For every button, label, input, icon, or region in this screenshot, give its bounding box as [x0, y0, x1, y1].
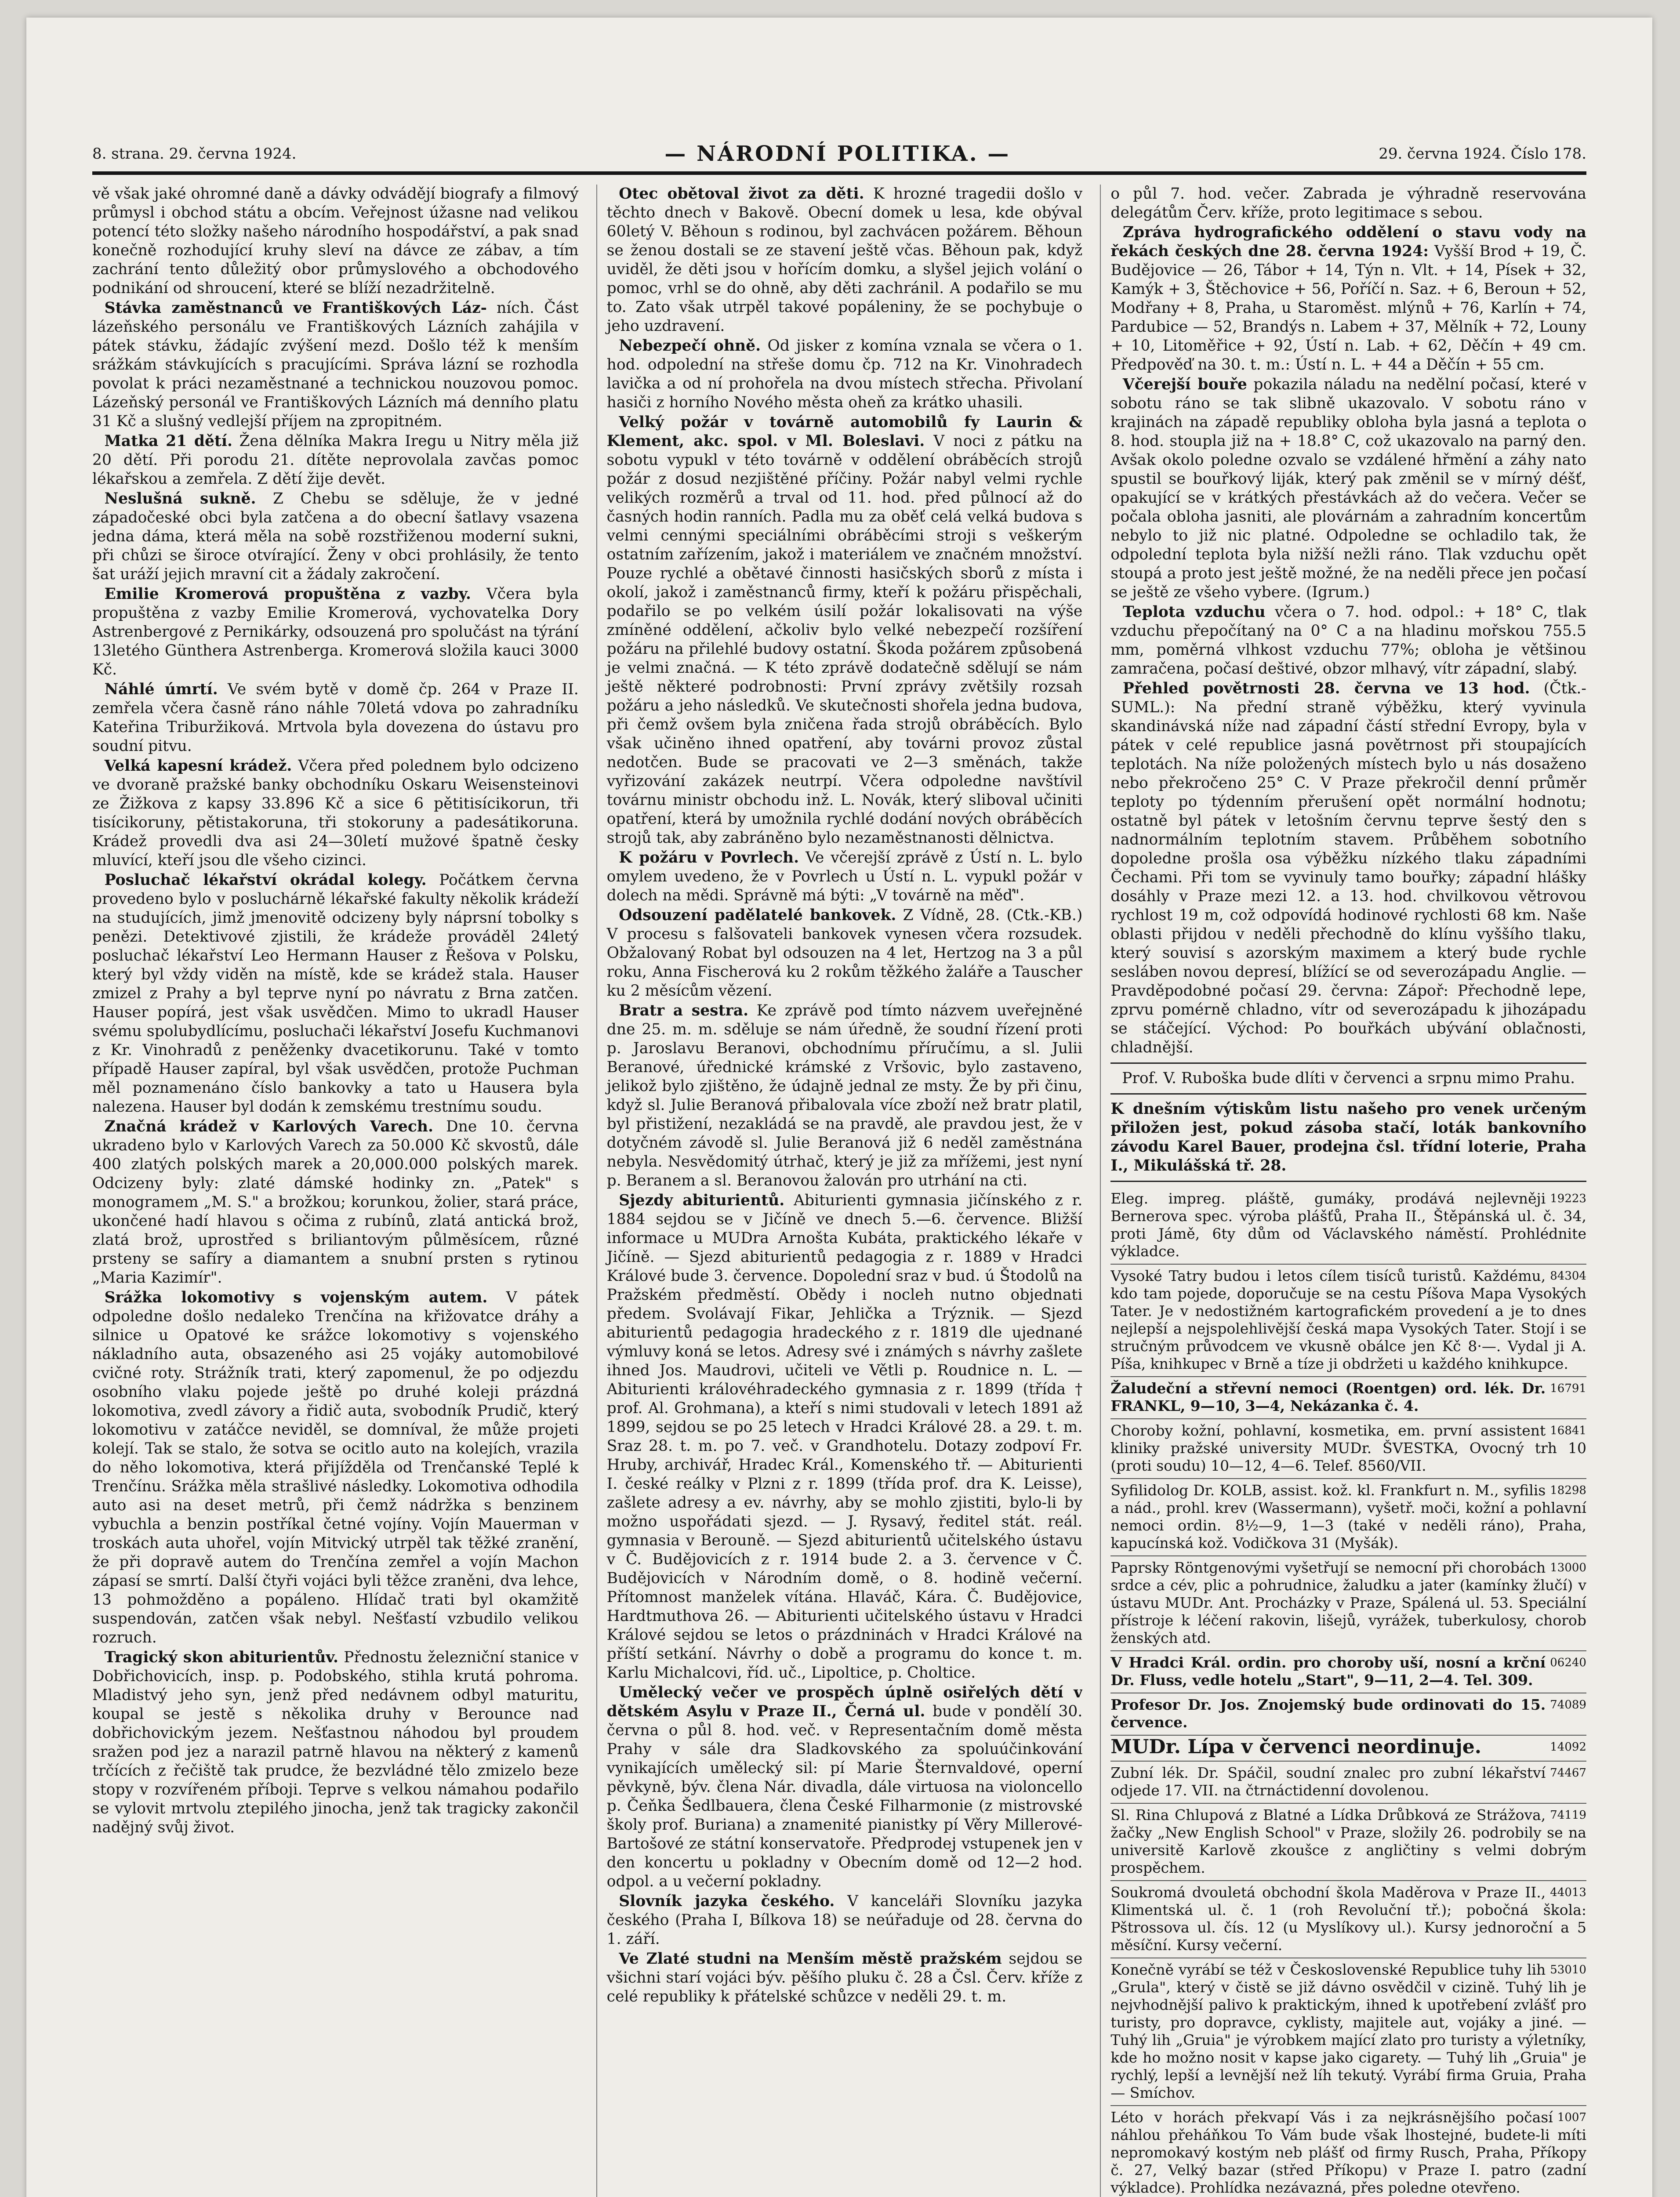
advertisement: [1110, 1479, 1586, 1556]
article-text: Ve včerejší zprávě z Ústí n. L. bylo omylem uvedeno, že v Povrlech u Ústí n. L. vypukl požár v dolech na mědi. Správně má býti: „V továrně na měď".: [606, 849, 1083, 904]
article-paragraph: [92, 585, 579, 679]
advertisement: [1110, 1651, 1586, 1693]
article-paragraph: [607, 1191, 1083, 1682]
ad-text: V Hradci Král. ordin. pro choroby uší, nosní a krční Dr. Fluss, vedle hotelu „Start", 9—11, 2—4. Tel. 309.: [1110, 1654, 1546, 1689]
ad-text: Léto v horách překvapí Vás i za nejkrásnějšího počasí náhlou přeháňkou To Vám bude však lhostejné, budete-li míti nepromokavý kostým neb plášť od firmy Rusch, Praha, Příkopy č. 27, Velký bazar (střed Příkopu) v Praze I. patro (zadní výkladce). Prohlídka nezávazná, přes poledne otevřeno.: [1110, 2109, 1586, 2196]
ad-number: 16791: [1550, 1382, 1586, 1395]
section-divider: [1110, 1093, 1586, 1095]
article-text: ních. Část lázeňského personálu ve Františkových Lázních zahájila v pátek stávku, žádajíc zvýšení mezd. Došlo též k menším srážkám stávkujících s pracujícími. Správa lázní se rozhodla povolat k práci nezaměstnané a technickou nouzovou pomoc. Lázeňský personál ve Františkových Lázních má denního platu 31 Kč a slušný vedlejší příjem na zpropitném.: [92, 299, 579, 430]
article-paragraph: [1110, 223, 1586, 374]
article-text: Od jisker z komína vznala se včera o 1. hod. odpolední na střeše domu čp. 712 na Kr. Vinohradech lavička a od ní prohořela na dvou místech střecha. Přivolaní hasiči z horního Nového města oheň za krátko uhasili.: [606, 337, 1083, 411]
article-paragraph: [92, 1117, 579, 1287]
article-headline: Značná krádež v Karlových Varech.: [104, 1118, 433, 1135]
newspaper-page: [26, 18, 1652, 2197]
article-headline: Posluchač lékařství okrádal kolegy.: [104, 871, 427, 889]
advertisement: [1110, 1265, 1586, 1377]
ad-text: Profesor Dr. Jos. Znojemský bude ordinovati do 15. července.: [1110, 1696, 1546, 1731]
ad-text: Syfilidolog Dr. KOLB, assist. kož. kl. Frankfurt n. M., syfilis a nád., prohl. krev (Wassermann), vyšetř. moči, kožní a pohlavní nemoci ordin. 8½—9, 1—3 (také v neděli ráno), Praha, kapucínská kož. Vodičkova 31 (Myšák).: [1110, 1482, 1586, 1552]
ad-number: 19223: [1550, 1192, 1586, 1205]
article-headline: Matka 21 dětí.: [104, 432, 232, 450]
article-paragraph: [92, 757, 579, 870]
ad-text: Žaludeční a střevní nemoci (Roentgen) ord. lék. Dr. FRANKL, 9—10, 3—4, Nekázanka č. 4.: [1110, 1380, 1546, 1414]
article-text: Přednostu železniční stanice v Dobřichovicích, insp. p. Podobského, stihla krutá pohroma. Mladistvý jeho syn, jenž před nedávnem odbyl maturitu, koupal se jestě s několika druhy v Berounce nad dobřichovickým jezem. Nešťastnou náhodou byl proudem sražen pod jez a narazil patrně hlavou na některý z kamenů trčících z řečiště tak prudce, že bezvládné tělo zmizelo beze stopy v rozvířeném příboji. Teprve s velkou námahou podařilo se vylovit mrtvolu ztepilého jinocha, jenž tak tragicky zakončil nadějný svůj život.: [92, 1649, 579, 1836]
ad-number: 74119: [1550, 1809, 1586, 1822]
article-headline: K požáru v Povrlech.: [619, 849, 799, 866]
article-paragraph: [92, 871, 579, 1117]
ad-text: Paprsky Röntgenovými vyšetřují se nemocní při chorobách srdce a cév, plic a pohrudnice, žaludku a jater (kamínky žlučí) v ústavu MUDr. Ant. Procházky v Praze, Spálená ul. 53. Speciální přístroje k léčení rakovin, lišejů, vyrážek, tuberkulosy, chorob ženských atd.: [1110, 1559, 1586, 1646]
article-paragraph: [607, 337, 1083, 412]
article-headline: Nebezpečí ohně.: [619, 337, 761, 355]
article-text: Žena dělníka Makra Iregu u Nitry měla již 20 dětí. Při porodu 21. dítěte neprovolala zavčas pomoc lékařskou a zemřela. Z dětí žije devět.: [92, 432, 579, 488]
article-headline: Otec obětoval život za děti.: [619, 185, 864, 203]
article-paragraph: [607, 848, 1083, 905]
ad-text: MUDr. Lípa v červenci neordinuje.: [1110, 1736, 1482, 1758]
advertisement: [1110, 1736, 1586, 1762]
advertisement: [1110, 1804, 1586, 1881]
article-headline: Sjezdy abiturientů.: [619, 1192, 785, 1209]
advertisement: [1110, 1377, 1586, 1419]
article-paragraph: [607, 185, 1083, 336]
article-text: Dne 10. června ukradeno bylo v Karlových Varech za 50.000 Kč skvostů, dále 400 zlatých polských marek a 20,000.000 polských marek. Odcizeny byly: zlaté dámské hodinky zn. „Patek" s monogramem „M. S." a brožkou; korunkou, žolier, stará práce, ukončené hadí hlavou s očima z rubínů, zlatá antická brož, zlatá brož, uprostřed s briliantovým půlměsícem, různé prsteny se safíry a diamantem a snubní prsten s rytinou „Maria Kazimír".: [92, 1118, 579, 1287]
article-paragraph: [607, 1950, 1083, 2006]
article-paragraph: [92, 489, 579, 584]
ad-number: 74089: [1550, 1698, 1586, 1711]
article-paragraph: [1110, 603, 1586, 678]
advertisement: [1110, 1556, 1586, 1651]
article-headline: Slovník jazyka českého.: [619, 1892, 835, 1910]
article-paragraph: [607, 1683, 1083, 1891]
ad-text: Choroby kožní, pohlavní, kosmetika, em. první assistent kliniky pražské university MUDr. ŠVESTKA, Ovocný trh 10 (proti soudu) 10—12, 4—6. Telef. 8560/VII.: [1110, 1422, 1586, 1474]
article-text: V kanceláři Slovníku jazyka českého (Praha I, Bílkova 18) se neúřaduje od 28. června do 1. září.: [606, 1892, 1083, 1948]
article-headline: Neslušná sukně.: [104, 490, 256, 508]
article-text: Vyšší Brod + 19, Č. Budějovice — 26, Tábor + 14, Týn n. Vlt. + 14, Písek + 32, Kamýk + 3, Štěchovice + 56, Poříčí n. Saz. + 6, Beroun + 52, Modřany + 8, Praha, u Staroměst. mlýnů + 76, Karlín + 74, Pardubice — 52, Brandýs n. Labem + 37, Mělník + 72, Louny + 10, Litoměřice + 92, Ústí n. Lab. + 62, Děčín + 49 cm. Předpověď na 30. t. m.: Ústí n. L. + 44 a Děčín + 55 cm.: [1110, 243, 1586, 373]
article-headline: Teplota vzduchu: [1122, 603, 1266, 621]
article-headline: Zpráva hydrografického oddělení o stavu vody na řekách českých dne 28. června 1924:: [1110, 224, 1586, 260]
running-header: [92, 136, 1586, 175]
header-issue-number: 29. června 1924. Číslo 178.: [1379, 145, 1586, 163]
ad-text: Vysoké Tatry budou i letos cílem tisíců turistů. Každému, kdo tam pojede, doporučuje se na cestu Píšova Mapa Vysokých Tater. Je v nedostižném kartografickém provedení a je to dnes nejlepší a nejspolehlivější česká mapa Vysokých Tater. Stojí i se stručným průvodcem ve vkusně obálce jen Kč 8·—. Vydal ji A. Píša, knihkupec v Brně a tíze ji obdržeti u každého knihkupce.: [1110, 1267, 1586, 1372]
article-text: včera o 7. hod. odpol.: + 18° C, tlak vzduchu přepočítaný na 0° C a na hladinu mořskou 755.5 mm, poměrná vlhkost vzduchu 77%; obloha je většinou zamračena, počasí deštivé, obzor mlhavý, vítr západní, slabý.: [1110, 603, 1586, 678]
advertisement: [1110, 2106, 1586, 2197]
article-text: V noci z pátku na sobotu vypukl v této továrně v oddělení obráběcích strojů požár z dosud nezjištěné příčiny. Požár nabyl velmi rychle velikých rozměrů a trval od 11. hod. před půlnocí až do časných hodin ranních. Padla mu za oběť celá velká budova s velmi cennými speciálními obráběcími stroji s veškerým ostatním zařízením, jakož i materiálem ve značném množství. Pouze rychlé a obětavé činnosti hasičských sborů z místa i okolí, jakož i zaměstnanců firmy, kteří k požáru přispěchali, podařilo se po velkém úsilí požár lokalisovati na výše zmíněné oddělení, ačkoliv bylo velké nebezpečí rozšíření požáru na přilehlé budovy ostatní. Škoda požárem způsobená je velmi značná. — K této zprávě dodatečně sdělují se nám ještě některé podrobnosti: První zprávy zvětšily rozsah požáru a jeho následků. Ve skutečnosti shořela jedna budova, při čemž ovšem byla zničena řada strojů obráběcích. Bylo však učiněno ihned opatření, aby továrni provoz zůstal nedotčen. Bude se pracovati ve 2—3 směnách, takže vyřizování zakázek neutrpí. Včera odpoledne navštívil továrnu ministr obchodu inž. L. Novák, který sliboval učiniti opatření, která by umožnila rychlé dodání nových obráběcích strojů tak, aby zabráněno bylo nezaměstnanosti dělnictva.: [606, 432, 1083, 847]
article-text: pokazila náladu na nedělní počasí, které v sobotu ráno se tak slibně ukazovalo. V sobotu ráno v krajinách na západě republiky obloha byla jasná a teplota o 8. hod. stoupla již na + 18.8° C, což ukazovalo na parný den. Avšak okolo poledne ozvalo se vzdálené hřmění a záhy nato spustil se bouřkový liják, který pak změnil se v mírný déšť, opakující se v krátkých přestávkách až do večera. Večer se počala obloha jasniti, ale plovárnám a zahradním koncertům nebylo to již nic platné. Odpoledne se ochladilo tak, že odpolední teplota byla nižší nežli ráno. Tlak vzduchu opět stoupá a proto jest ještě možné, že na neděli přece jen počasí se ještě ze všeho vybere. (Igrum.): [1110, 376, 1586, 601]
article-text: Ve svém bytě v domě čp. 264 v Praze II. zemřela včera časně ráno náhle 70letá vdova po zahradníku Kateřina Triburžiková. Mrtvola byla dovezena do ústavu pro soudní pitvu.: [92, 681, 579, 755]
article-text: Z Vídně, 28. (Ctk.-KB.) V procesu s falšovateli bankovek vynesen včera rozsudek. Obžalovaný Robat byl odsouzen na 4 let, Hertzog na 3 a půl roku, Anna Fischerová ku 2 rokům těžkého žaláře a Tauscher ku 2 měsícům vězení.: [606, 906, 1083, 1000]
article-text: o půl 7. hod. večer. Zabrada je výhradně reservována delegátům Červ. kříže, proto legitimace s sebou.: [1110, 185, 1586, 221]
advertisement: [1110, 1693, 1586, 1736]
article-paragraph: [607, 1892, 1083, 1949]
article-headline: Velký požár v továrně automobilů fy Laurin & Klement, akc. spol. v Ml. Boleslavi.: [606, 413, 1083, 450]
article-text: Včera před polednem bylo odcizeno ve dvoraně pražské banky obchodníku Oskaru Weisensteinovi ze Žižkova z kapsy 33.896 Kč a sice 6 pětitisícikorun, tři tisícikoruny, pětistakoruna, tři stokoruny a padesátikoruna. Krádež provedli dva asi 24—30letí mužové špatně česky mluvící, kteří jsou dle všeho cizinci.: [92, 757, 579, 869]
article-text: V pátek odpoledne došlo nedaleko Trenčína na křižovatce dráhy a silnice u Opatové ke srážce lokomotivy s vojenského nákladního auta, obsazeného asi 25 vojáky automobilové cvičné roty. Strážník trati, který zapomenul, že po odjezdu osobního vlaku pojede ještě po druhé koleji prázdná lokomotiva, zvedl závory a řidič auta, svobodník Prudič, který lokomotivu v zatáčce neviděl, se domníval, že může projeti kolejí. Tak se stalo, že sotva se ocitlo auto na kolejích, vrazila do něho lokomotiva, která přijížděla od Trenčanské Teplé k Trenčínu. Srážka měla strašlivé následky. Lokomotiva odhodila auto asi na deset metrů, při čemž nádržka s benzinem vybuchla a benzin postříkal četné vojíny. Vojín Mauerman v troskách auta uhořel, vojín Mitvický utrpěl tak těžké zranění, že při dopravě autem do Trenčína zemřel a vojín Machon zápasí se smrtí. Další čtyři vojáci byli těžce zraněni, dva lehce, 13 pohmožděno a popáleno. Hlídač trati byl okamžitě suspendován, zatčen však nebyl. Nešťastí vzbudilo velikou rozruch.: [92, 1289, 579, 1646]
header-page-date: 8. strana. 29. června 1924.: [92, 145, 297, 163]
article-paragraph: [92, 680, 579, 756]
article-headline: Včerejší bouře: [1122, 376, 1247, 393]
article-headline: Přehled povětrnosti 28. června ve 13 hod.: [1122, 680, 1530, 697]
article-text: Včera byla propuštěna z vazby Emilie Kromerová, vychovatelka Dory Astrenbergové z Pernikárky, odsouzená pro spolučást na týrání 13letého Günthera Astrenberga. Kromerová složila kauci 3000 Kč.: [92, 585, 579, 678]
ad-text: Zubní lék. Dr. Spáčil, soudní znalec pro zubní lékařství odjede 17. VII. na čtrnáctidenní dovolenou.: [1110, 1764, 1546, 1799]
article-text: Z Chebu se sděluje, že v jedné západočeské obci byla zatčena a do obecní šatlavy vsazena jedna dáma, která měla na sobě rozstřiženou moderní sukni, při chůzi se široce otvírající. Ženy v obci prohlásily, že tento šat uráží jejich mravní cit a žádaly zakročení.: [92, 490, 579, 583]
notice-text: Prof. V. Ruboška bude dlíti v červenci a srpnu mimo Prahu.: [1122, 1069, 1575, 1087]
article-paragraph: [92, 299, 579, 431]
column-2: [596, 185, 1083, 2197]
advertisement: [1110, 1187, 1586, 1265]
column-3: [1100, 185, 1586, 2197]
ad-number: 06240: [1550, 1656, 1586, 1669]
article-paragraph: [607, 413, 1083, 848]
advertisement: [1110, 1762, 1586, 1804]
article-headline: Tragický skon abiturientův.: [104, 1649, 338, 1666]
advertisement: [1110, 1881, 1586, 1958]
article-headline: Velká kapesní krádež.: [104, 757, 292, 775]
article-paragraph: [1110, 375, 1586, 602]
ad-number: 44013: [1550, 1886, 1586, 1899]
advertisement: [1110, 1958, 1586, 2106]
ad-text: Eleg. impreg. pláště, gumáky, prodává nejlevněji Bernerova spec. výroba plášťů, Praha II., Štěpánská ul. č. 34, proti Jámě, 6ty dům od Václavského náměstí. Prohlédnite výkladce.: [1110, 1190, 1586, 1260]
ad-text: Soukromá dvouletá obchodní škola Maděrova v Praze II., Klimentská ul. č. 1 (roh Revoluční tř.); pobočná škola: Pštrossova ul. čís. 12 (u Myslíkovy ul.). Kursy jednoroční a 5 měsíční. Kursy večerní.: [1110, 1884, 1586, 1954]
ad-text: Sl. Rina Chlupová z Blatné a Lídka Drůbková ze Strážova, žačky „New English School" v Praze, složily 26. podrobily se na universitě Karlově zkoušce z angličtiny s velmi dobrým prospěchem.: [1110, 1806, 1586, 1876]
masthead-title: — NÁRODNÍ POLITIKA. —: [664, 141, 1011, 166]
article-text: Abiturienti gymnasia jičínského z r. 1884 sejdou se v Jičíně ve dnech 5.—6. července. Bližší informace u MUDra Arnošta Kubáta, praktického lékaře v Jičíně. — Sjezd abiturientů pedagogia z r. 1889 v Hradci Králové bude 3. července. Dopolední sraz v bud. ú Štodolů na Pražském předměstí. Obědy i nocleh nutno objednati předem. Svolávají Fikar, Jehlička a Trýznik. — Sjezd abiturientů pedagogia hradeckého z r. 1819 dle ujednané výmluvy koná se letos. Adresy své i známých s návrhy zašlete ihned Jos. Maudrovi, učiteli ve Větli p. Roudnice n. L. — Abiturienti královéhradeckého gymnasia z r. 1899 (třída † prof. Al. Grohmana), a kteří s nimi studovali v letech 1891 až 1899, sejdou se po 25 letech v Hradci Králové 28. a 29. t. m. Sraz 28. t. m. po 7. več. v Grandhotelu. Dotazy zodpoví Fr. Hruby, archivář, Hradec Král., Komenského tř. — Abiturienti I. české reálky v Plzni z r. 1899 (třída prof. dra K. Leisse), zašlete adresy a ev. návrhy, aby se mohlo zjistiti, bylo-li by možno uspořádati sjezd. — J. Rysavý, ředitel stát. reál. gymnasia v Berouně. — Sjezd abiturientů učitelského ústavu v Č. Budějovicích z r. 1914 bude 2. a 3. července v Č. Budějovicích v Národním domě, o 8. hodině večerní. Přítomnost manželek vítána. Hlaváč, Kára. Č. Budějovice, Hardtmuthova 26. — Abiturienti učitelského ústavu v Hradci Králové sejdou se letos o prázdninách v Hradci Králové na příští setkání. Návrhy o době a programu do konce t. m. Karlu Michalcovi, říd. uč., Lipoltice, p. Choltice.: [606, 1192, 1083, 1682]
ad-number: 18298: [1550, 1484, 1586, 1497]
article-paragraph: [92, 1648, 579, 1837]
advertisement: [1110, 1419, 1586, 1479]
ad-number: 84304: [1550, 1269, 1586, 1283]
article-headline: Odsouzení padělatelé bankovek.: [619, 906, 896, 924]
article-headline: Srážka lokomotivy s vojenským autem.: [104, 1289, 488, 1306]
section-divider: [1110, 1181, 1586, 1182]
article-headline: Emilie Kromerová propuštěna z vazby.: [104, 585, 471, 603]
article-text: Počátkem června provedeno bylo v posluchárně lékařské fakulty několik krádeží na studujících, jimž jmenovitě odcizeny byly náprsní tobolky s penězi. Detektivové zjistili, že krádeže prováděl 24letý posluchač lékařství Leo Hermann Hauser z Řešova v Polsku, který byl vždy viděn na místě, kde se krádež stala. Hauser zmizel z Prahy a byl teprve nyní po návratu z Brna zatčen. Hauser popírá, jest však usvědčen. Mimo to ukradl Hauser svému spolubydlícímu, posluchači lékařství Josefu Kuchmanovi z Kr. Vinohradů z peněženky dvacetikorunu. Také v tomto případě Hauser zapíral, byl však usvědčen, protože Puchman měl poznamenáno číslo bankovky a tato u Hausera byla nalezena. Hauser byl dodán k zemskému trestnímu soudu.: [92, 871, 579, 1116]
article-paragraph: [1110, 679, 1586, 1057]
article-text: bude v pondělí 30. června o půl 8. hod. več. v Representačním domě města Prahy v sále dra Sladkovského za spoluúčinkování vynikajících umělecký sil: pí Marie Šternvaldové, operní pěvkyně, býv. člena Nár. divadla, dále virtuosa na violoncello p. Čeňka Šedlbauera, člena České Filharmonie (z mistrovské školy prof. Buriana) a znamenité pianistky pí Věry Millerové-Bartošové ze státní konservatoře. Předprodej vstupenek jen v den koncertu u pokladny v Obecním domě od 12—2 hod. odpol. a u večerní pokladny.: [606, 1703, 1083, 1890]
ad-number: 74467: [1550, 1766, 1586, 1780]
article-paragraph: [92, 432, 579, 489]
ad-number: 13000: [1550, 1561, 1586, 1574]
article-headline: Ve Zlaté studni na Menším městě pražském: [619, 1950, 1002, 1968]
article-headline: Umělecký večer ve prospěch úplně osiřelých dětí v dětském Asylu v Praze II., Černá ul.: [606, 1684, 1083, 1720]
article-text: K hrozné tragedii došlo v těchto dnech v Bakově. Obecní domek u lesa, kde obýval 60letý V. Běhoun s rodinou, byl zachvácen požárem. Běhoun se ženou dostali se ze stavení ještě včas. Běhoun pak, když uviděl, že děti jsou v hořícím domku, a slyšel jejich volání o pomoc, vrhl se do ohně, aby děti zachránil. A podařilo se mu to. Zato však utrpěl takové popáleniny, že se pochybuje o jeho uzdravení.: [606, 185, 1083, 335]
article-headline: Bratr a sestra.: [619, 1002, 749, 1019]
notice-text: K dnešním výtiskům listu našeho pro venek určeným přiložen jest, pokud zásoba stačí, loták bankovního závodu Karel Bauer, prodejna čsl. třídní loterie, Praha I., Mikulášská tř. 28.: [1110, 1100, 1586, 1175]
article-text: (Čtk.-SUML.): Na přední straně výběžku, který vyvinula skandinávská níže nad západní částí střední Evropy, byla v pátek v celé republice jasná povětrnost při stoupajících teplotách. Na níže položených místech bylo u nás dosaženo nebo překročeno 25° C. V Praze překročil denní průměr teploty po týdenním přerušení opět normální hodnotu; ostatně byl pátek v letošním červnu teprve šestý den s nadnormálním teplotním stavem. Průběhem sobotního dopoledne prošla osa výběžku nízkého tlaku západními Čechami. Při tom se vyvinuly tamo bouřky; západní hlášky dosáhly v Praze mezi 12. a 13. hod. chvilkovou větrovou rychlost 19 m, což odpovídá hodinové rychlosti 68 km. Naše oblasti přijdou v neděli přechodně do klínu vyššího tlaku, který souvisí s azorským maximem a který bude rychle sesláben novou depresí, blížící se od severozápadu Anglie. — Pravděpodobné počasí 29. června: Zápoř: Přechodně lepe, zprvu pomérně chladno, vítr od severozápadu k jihozápadu se stáčející. Východ: Po bouřkách ubývání oblačnosti, chladnější.: [1110, 680, 1586, 1056]
ad-number: 14092: [1550, 1740, 1586, 1754]
article-text: sejdou se všichni starí vojáci býv. pěšího pluku č. 28 a Čsl. Červ. kříže z celé republiky k přátelské schůzce v neděli 29. t. m.: [606, 1950, 1083, 2005]
article-text: Ke zprávě pod tímto názvem uveřejněné dne 25. m. m. sděluje se nám úředně, že soudní řízení proti p. Jaroslavu Beranovi, obchodnímu příručímu, a sl. Julii Beranové, úřednické krámské z Vršovic, bylo zastaveno, jelikož bylo zjištěno, že údajně jednal ze msty. Že by při činu, když sl. Julie Beranová přibalovala více zboží než bratr platil, byl přistižení, nezakládá se na pravdě, ale pravdou jest, že v dotyčném závodě sl. Julie Beranová již 6 neděl zaměstnána nebyla. Nesvědomitý útrhač, který je již za mřížemi, jest nyní p. Beranem a sl. Beranovou žalován pro utrhání na cti.: [606, 1002, 1083, 1189]
article-text: vě však jaké ohromné daně a dávky odvádějí biografy a filmový průmysl i obchod státu a obcím. Veřejnost úžasne nad velikou potencí této složky našeho národního hospodářství, a pak snad konečně rozhodující kruhy sleví na dávce ze zábav, a tím zachrání tento důležitý obor průmyslového a obchodového podnikání od shroucení, které se blíží nezadržitelně.: [92, 185, 579, 297]
column-1: [92, 185, 579, 2197]
article-columns: [92, 185, 1586, 2197]
ad-number: 16841: [1550, 1424, 1586, 1437]
article-paragraph: [607, 906, 1083, 1001]
ad-text: Konečně vyrábí se též v Československé Republice tuhy lih „Grula", který v čistě se již dávno osvědčil v cizině. Tuhý lih je nejvhodnější palivo k praktickým, ihned k upotřebení zvlášť pro turisty, pro dopravce, cyklisty, majitele aut, vojáky a jiné. — Tuhý lih „Gruia" je výrobkem mající zlato pro turisty a výletníky, kde ho možno nosit v kapse jako cigarety. — Tuhý lih „Gruia" je rychlý, lepší a levnější než líh tekutý. Vyrábí firma Gruia, Praha — Smíchov.: [1110, 1961, 1586, 2101]
article-headline: Náhlé úmrtí.: [104, 681, 218, 698]
section-divider: [1110, 1062, 1586, 1064]
article-paragraph: [607, 1001, 1083, 1190]
article-paragraph: [92, 1288, 579, 1647]
ad-number: 53010: [1550, 1963, 1586, 1976]
article-headline: Stávka zaměstnanců ve Františkových Láz-: [104, 299, 487, 317]
ad-number: 1007: [1557, 2111, 1586, 2124]
